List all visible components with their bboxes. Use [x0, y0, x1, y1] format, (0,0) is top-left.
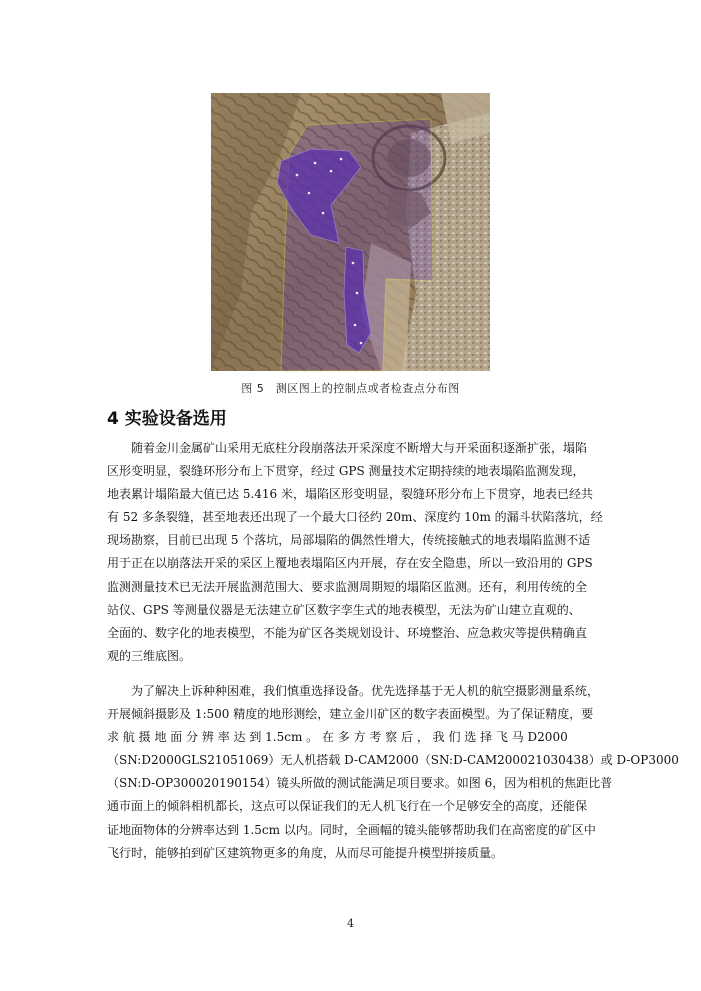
paragraph-line: 随着金川金属矿山采用无底柱分段崩落法开采深度不断增大与开采面积逐渐扩张，塌陷 [131, 441, 588, 455]
survey-area-satellite-image [211, 93, 490, 371]
paragraph-line: 站仪、GPS 等测量仪器是无法建立矿区数字孪生式的地表模型，无法为矿山建立直观的、 [107, 602, 581, 617]
paragraph-line: 用于正在以崩落法开采的采区上覆地表塌陷区内开展，存在安全隐患，所以一致沿用的 GPS [107, 556, 593, 571]
paragraph-line: 飞行时，能够拍到矿区建筑物更多的角度，从而尽可能提升模型拼接质量。 [107, 845, 504, 860]
figure-caption: 图 5 测区图上的控制点或者检查点分布图 [241, 382, 460, 395]
satellite-map [211, 93, 490, 371]
paragraph-line: 求 航 摄 地 面 分 辨 率 达 到 1.5cm 。 在 多 方 考 察 后 ， 我 们 选 择 飞 马 D2000 [107, 730, 568, 745]
paragraph-line: 有 52 多条裂缝，甚至地表还出现了一个最大口径约 20m、深度约 10m 的漏斗状陷落坑，经 [107, 510, 603, 525]
paragraph-line: 观的三维底图。 [107, 648, 192, 663]
paragraph-line: 现场勘察，目前已出现 5 个落坑，局部塌陷的偶然性增大，传统接触式的地表塌陷监测不适 [107, 533, 591, 548]
paragraph-line: 开展倾斜摄影及 1:500 精度的地形测绘，建立金川矿区的数字表面模型。为了保证精度，要 [107, 707, 594, 722]
paragraph-line: 证地面物体的分辨率达到 1.5cm 以内。同时，全画幅的镜头能够帮助我们在高密度的矿区中 [107, 822, 596, 837]
paragraph-line: 监测测量技术已无法开展监测范围大、要求监测周期短的塌陷区监测。还有，利用传统的全 [107, 579, 588, 594]
paragraph-line: 全面的、数字化的地表模型，不能为矿区各类规划设计、环境整治、应急救灾等提供精确直 [107, 625, 588, 640]
paragraph-line: 区形变明显，裂缝环形分布上下贯穿，经过 GPS 测量技术定期持续的地表塌陷监测发现， [107, 464, 585, 479]
page-number: 4 [347, 917, 354, 930]
paragraph-line: （SN:D2000GLS21051069）无人机搭载 D-CAM2000（SN:D-CAM200021030438）或 D-OP3000 [107, 753, 679, 768]
paragraph-1 [107, 437, 603, 668]
paragraph-line: 通市面上的倾斜相机都长，这点可以保证我们的无人机飞行在一个足够安全的高度，还能保 [107, 799, 588, 814]
paragraph-line: 为了解决上诉种种困难，我们慎重选择设备。优先选择基于无人机的航空摄影测量系统， [131, 684, 600, 698]
section-heading: 4 实验设备选用 [107, 409, 227, 429]
paragraph-line: 地表累计塌陷最大值已达 5.416 米，塌陷区形变明显，裂缝环形分布上下贯穿，地表已经共 [107, 487, 593, 502]
paragraph-line: （SN:D-OP300020190154）镜头所做的测试能满足项目要求。如图 6，因为相机的焦距比普 [107, 776, 613, 791]
paragraph-2 [107, 680, 679, 865]
